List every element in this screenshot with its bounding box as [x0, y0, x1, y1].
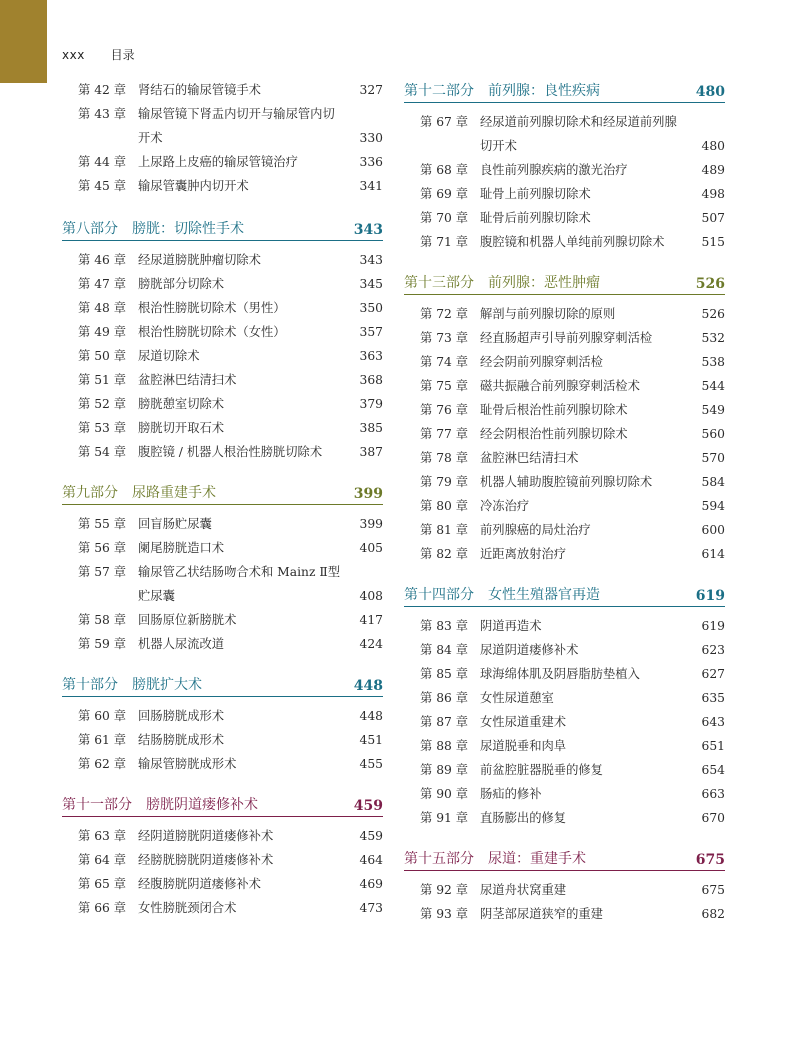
chapter-page: 336	[359, 155, 383, 169]
chapter-title: 尿道舟状窝重建	[480, 883, 567, 897]
chapter-page: 532	[701, 331, 725, 345]
toc-entry[interactable]	[62, 248, 383, 272]
chapter-title: 经会阴根治性前列腺切除术	[480, 427, 628, 441]
toc-part	[404, 270, 725, 566]
chapter-number: 第 55 章	[78, 517, 127, 531]
chapter-page: 480	[701, 139, 725, 153]
chapter-page: 675	[701, 883, 725, 897]
chapter-number: 第 64 章	[78, 853, 127, 867]
part-label: 第十五部分	[404, 851, 474, 867]
chapter-title: 经阴道膀胱阴道瘘修补术	[138, 829, 274, 843]
toc-entry[interactable]	[62, 536, 383, 560]
part-name: 膀胱阴道瘘修补术	[146, 797, 258, 813]
toc-entry[interactable]	[404, 542, 725, 566]
intro-entries	[62, 78, 383, 198]
part-title	[62, 218, 244, 238]
chapter-page: 368	[359, 373, 383, 387]
chapter-page: 544	[701, 379, 725, 393]
chapter-page: 651	[701, 739, 725, 753]
chapter-number: 第 66 章	[78, 901, 127, 915]
chapter-number: 第 85 章	[420, 667, 469, 681]
chapter-number: 第 88 章	[420, 739, 469, 753]
chapter-title: 上尿路上皮癌的输尿管镜治疗	[138, 155, 298, 169]
chapter-title: 尿道阴道瘘修补术	[480, 643, 579, 657]
chapter-page: 385	[359, 421, 383, 435]
chapter-page: 345	[359, 277, 383, 291]
chapter-number: 第 70 章	[420, 211, 469, 225]
chapter-number: 第 91 章	[420, 811, 469, 825]
chapter-title: 肾结石的输尿管镜手术	[138, 83, 261, 97]
chapter-page: 663	[701, 787, 725, 801]
part-title	[404, 272, 600, 292]
toc-entry[interactable]	[62, 704, 383, 728]
chapter-page: 473	[359, 901, 383, 915]
toc-entry[interactable]	[404, 422, 725, 446]
chapter-title: 女性膀胱颈闭合术	[138, 901, 237, 915]
part-page: 480	[695, 84, 725, 100]
toc-entry[interactable]	[62, 560, 383, 608]
part-heading[interactable]	[404, 270, 725, 295]
chapter-page: 635	[701, 691, 725, 705]
toc-part	[62, 792, 383, 920]
toc-entry[interactable]	[404, 350, 725, 374]
toc-entry[interactable]	[62, 848, 383, 872]
toc-entry[interactable]	[404, 326, 725, 350]
chapter-title: 经直肠超声引导前列腺穿刺活检	[480, 331, 653, 345]
part-name: 膀胱扩大术	[132, 677, 202, 693]
toc-entry[interactable]	[404, 806, 725, 830]
part-label: 第十三部分	[404, 275, 474, 291]
part-heading[interactable]	[62, 216, 383, 241]
toc-entry[interactable]	[62, 368, 383, 392]
toc-entry[interactable]	[404, 494, 725, 518]
chapter-page: 469	[359, 877, 383, 891]
part-page: 448	[353, 678, 383, 694]
page-title: 目录	[110, 48, 135, 62]
chapter-title: 经尿道前列腺切除术和经尿道前列腺切开术	[480, 115, 677, 153]
toc-part	[404, 846, 725, 926]
chapter-page: 455	[359, 757, 383, 771]
chapter-title: 输尿管乙状结肠吻合术和 Mainz Ⅱ型贮尿囊	[138, 565, 340, 603]
chapter-page: 341	[359, 179, 383, 193]
chapter-number: 第 50 章	[78, 349, 127, 363]
chapter-number: 第 59 章	[78, 637, 127, 651]
chapter-number: 第 45 章	[78, 179, 127, 193]
chapter-title: 阴道再造术	[480, 619, 542, 633]
part-title	[404, 80, 600, 100]
chapter-title: 直肠膨出的修复	[480, 811, 567, 825]
chapter-number: 第 76 章	[420, 403, 469, 417]
toc-left-column	[62, 78, 383, 930]
chapter-number: 第 79 章	[420, 475, 469, 489]
page-header	[62, 46, 135, 63]
chapter-title: 机器人辅助腹腔镜前列腺切除术	[480, 475, 653, 489]
chapter-page: 451	[359, 733, 383, 747]
part-name: 膀胱：切除性手术	[132, 221, 244, 237]
chapter-page: 417	[359, 613, 383, 627]
chapter-page: 549	[701, 403, 725, 417]
chapter-page: 448	[359, 709, 383, 723]
chapter-number: 第 44 章	[78, 155, 127, 169]
toc-entry[interactable]	[404, 614, 725, 638]
chapter-page: 643	[701, 715, 725, 729]
right-parts	[404, 78, 725, 926]
toc-entry[interactable]	[404, 686, 725, 710]
chapter-number: 第 52 章	[78, 397, 127, 411]
toc-part	[404, 78, 725, 254]
chapter-number: 第 90 章	[420, 787, 469, 801]
chapter-page: 594	[701, 499, 725, 513]
chapter-title: 冷冻治疗	[480, 499, 530, 513]
chapter-title: 回盲肠贮尿囊	[138, 517, 212, 531]
chapter-page: 682	[701, 907, 725, 921]
chapter-page: 350	[359, 301, 383, 315]
toc-entry[interactable]	[62, 632, 383, 656]
chapter-title: 前盆腔脏器脱垂的修复	[480, 763, 603, 777]
chapter-title: 腹腔镜 / 机器人根治性膀胱切除术	[138, 445, 323, 459]
chapter-title: 经会阴前列腺穿刺活检	[480, 355, 603, 369]
toc-part	[62, 216, 383, 464]
part-heading[interactable]	[62, 672, 383, 697]
chapter-number: 第 46 章	[78, 253, 127, 267]
toc-entry[interactable]	[62, 728, 383, 752]
part-heading[interactable]	[62, 480, 383, 505]
chapter-page: 459	[359, 829, 383, 843]
part-name: 尿路重建手术	[132, 485, 216, 501]
chapter-title: 机器人尿流改道	[138, 637, 225, 651]
part-heading[interactable]	[404, 582, 725, 607]
part-label: 第十四部分	[404, 587, 474, 603]
chapter-number: 第 93 章	[420, 907, 469, 921]
chapter-number: 第 77 章	[420, 427, 469, 441]
chapter-page: 515	[701, 235, 725, 249]
chapter-title: 经尿道膀胱肿瘤切除术	[138, 253, 261, 267]
chapter-number: 第 74 章	[420, 355, 469, 369]
chapter-title: 回肠膀胱成形术	[138, 709, 225, 723]
chapter-title: 女性尿道憩室	[480, 691, 554, 705]
part-label: 第十部分	[62, 677, 118, 693]
toc-entry[interactable]	[404, 662, 725, 686]
part-heading[interactable]	[404, 78, 725, 103]
toc-entry[interactable]	[404, 206, 725, 230]
chapter-number: 第 84 章	[420, 643, 469, 657]
chapter-number: 第 54 章	[78, 445, 127, 459]
chapter-number: 第 72 章	[420, 307, 469, 321]
chapter-title: 膀胱部分切除术	[138, 277, 225, 291]
chapter-title: 输尿管镜下肾盂内切开与输尿管内切开术	[138, 107, 335, 145]
toc-entry[interactable]	[404, 302, 725, 326]
part-heading[interactable]	[404, 846, 725, 871]
part-name: 前列腺：恶性肿瘤	[488, 275, 600, 291]
toc-entry[interactable]	[404, 758, 725, 782]
part-label: 第十二部分	[404, 83, 474, 99]
chapter-number: 第 48 章	[78, 301, 127, 315]
chapter-number: 第 80 章	[420, 499, 469, 513]
toc-part	[62, 480, 383, 656]
chapter-number: 第 60 章	[78, 709, 127, 723]
toc-entry[interactable]	[404, 518, 725, 542]
part-page: 619	[695, 588, 725, 604]
chapter-title: 输尿管膀胱成形术	[138, 757, 237, 771]
toc-entry[interactable]	[62, 102, 383, 150]
chapter-title: 近距离放射治疗	[480, 547, 567, 561]
chapter-title: 耻骨后根治性前列腺切除术	[480, 403, 628, 417]
part-title	[62, 674, 202, 694]
chapter-page: 627	[701, 667, 725, 681]
toc-entry[interactable]	[404, 902, 725, 926]
toc-entry[interactable]	[404, 398, 725, 422]
chapter-page: 526	[701, 307, 725, 321]
chapter-page: 584	[701, 475, 725, 489]
part-title	[62, 794, 258, 814]
chapter-number: 第 69 章	[420, 187, 469, 201]
part-page: 675	[695, 852, 725, 868]
chapter-page: 387	[359, 445, 383, 459]
toc-entry[interactable]	[62, 440, 383, 464]
corner-tab	[0, 0, 47, 83]
chapter-number: 第 75 章	[420, 379, 469, 393]
chapter-number: 第 68 章	[420, 163, 469, 177]
chapter-page: 623	[701, 643, 725, 657]
chapter-title: 经腹膀胱阴道瘘修补术	[138, 877, 261, 891]
toc-entry[interactable]	[62, 344, 383, 368]
chapter-number: 第 89 章	[420, 763, 469, 777]
part-name: 女性生殖器官再造	[488, 587, 600, 603]
chapter-title: 盆腔淋巴结清扫术	[138, 373, 237, 387]
part-label: 第八部分	[62, 221, 118, 237]
toc-entry[interactable]	[62, 896, 383, 920]
left-parts	[62, 216, 383, 920]
chapter-page: 507	[701, 211, 725, 225]
chapter-title: 尿道脱垂和肉阜	[480, 739, 567, 753]
chapter-title: 解剖与前列腺切除的原则	[480, 307, 616, 321]
chapter-page: 464	[359, 853, 383, 867]
toc-entry[interactable]	[404, 182, 725, 206]
chapter-number: 第 67 章	[420, 115, 469, 129]
chapter-page: 357	[359, 325, 383, 339]
chapter-title: 盆腔淋巴结清扫术	[480, 451, 579, 465]
chapter-title: 球海绵体肌及阴唇脂肪垫植入	[480, 667, 640, 681]
toc-entry[interactable]	[62, 296, 383, 320]
chapter-number: 第 87 章	[420, 715, 469, 729]
chapter-title: 尿道切除术	[138, 349, 200, 363]
chapter-title: 前列腺癌的局灶治疗	[480, 523, 591, 537]
chapter-title: 阑尾膀胱造口术	[138, 541, 225, 555]
page-number: xxx	[62, 48, 85, 62]
chapter-page: 405	[359, 541, 383, 555]
part-label: 第十一部分	[62, 797, 132, 813]
part-heading[interactable]	[62, 792, 383, 817]
toc-entry[interactable]	[404, 734, 725, 758]
toc-entry[interactable]	[62, 608, 383, 632]
chapter-title: 阴茎部尿道狭窄的重建	[480, 907, 603, 921]
chapter-number: 第 82 章	[420, 547, 469, 561]
toc-entry[interactable]	[404, 878, 725, 902]
chapter-number: 第 81 章	[420, 523, 469, 537]
chapter-page: 363	[359, 349, 383, 363]
chapter-number: 第 65 章	[78, 877, 127, 891]
toc-entry[interactable]	[62, 78, 383, 102]
part-page: 399	[353, 486, 383, 502]
toc-entry[interactable]	[62, 512, 383, 536]
chapter-page: 600	[701, 523, 725, 537]
toc-entry[interactable]	[62, 320, 383, 344]
chapter-page: 327	[359, 83, 383, 97]
chapter-page: 654	[701, 763, 725, 777]
chapter-number: 第 57 章	[78, 565, 127, 579]
toc-entry[interactable]	[404, 110, 725, 158]
chapter-page: 399	[359, 517, 383, 531]
chapter-title: 肠疝的修补	[480, 787, 542, 801]
chapter-title: 膀胱憩室切除术	[138, 397, 225, 411]
toc-entry[interactable]	[62, 752, 383, 776]
chapter-number: 第 78 章	[420, 451, 469, 465]
chapter-title: 女性尿道重建术	[480, 715, 567, 729]
toc-entry[interactable]	[404, 638, 725, 662]
chapter-number: 第 61 章	[78, 733, 127, 747]
chapter-number: 第 51 章	[78, 373, 127, 387]
chapter-number: 第 83 章	[420, 619, 469, 633]
chapter-number: 第 49 章	[78, 325, 127, 339]
chapter-title: 经膀胱膀胱阴道瘘修补术	[138, 853, 274, 867]
chapter-number: 第 62 章	[78, 757, 127, 771]
toc-entry[interactable]	[404, 446, 725, 470]
chapter-number: 第 63 章	[78, 829, 127, 843]
toc-entry[interactable]	[62, 392, 383, 416]
chapter-number: 第 92 章	[420, 883, 469, 897]
chapter-number: 第 47 章	[78, 277, 127, 291]
toc-entry[interactable]	[62, 272, 383, 296]
toc-entry[interactable]	[404, 710, 725, 734]
chapter-page: 498	[701, 187, 725, 201]
toc-entry[interactable]	[404, 158, 725, 182]
chapter-number: 第 53 章	[78, 421, 127, 435]
part-name: 前列腺：良性疾病	[488, 83, 600, 99]
chapter-title: 耻骨后前列腺切除术	[480, 211, 591, 225]
part-name: 尿道：重建手术	[488, 851, 586, 867]
chapter-title: 根治性膀胱切除术（女性）	[138, 325, 286, 339]
chapter-number: 第 73 章	[420, 331, 469, 345]
chapter-page: 670	[701, 811, 725, 825]
chapter-title: 磁共振融合前列腺穿刺活检术	[480, 379, 640, 393]
chapter-number: 第 42 章	[78, 83, 127, 97]
toc-entry[interactable]	[404, 230, 725, 254]
toc-right-column	[404, 78, 725, 936]
chapter-title: 根治性膀胱切除术（男性）	[138, 301, 286, 315]
chapter-number: 第 86 章	[420, 691, 469, 705]
toc-part	[62, 672, 383, 776]
chapter-page: 330	[359, 131, 383, 145]
part-page: 526	[695, 276, 725, 292]
chapter-title: 膀胱切开取石术	[138, 421, 225, 435]
chapter-number: 第 56 章	[78, 541, 127, 555]
toc-entry[interactable]	[62, 872, 383, 896]
chapter-page: 343	[359, 253, 383, 267]
chapter-page: 538	[701, 355, 725, 369]
toc-entry[interactable]	[404, 782, 725, 806]
part-title	[62, 482, 216, 502]
chapter-number: 第 58 章	[78, 613, 127, 627]
toc-entry[interactable]	[62, 174, 383, 198]
chapter-page: 614	[701, 547, 725, 561]
part-title	[404, 584, 600, 604]
chapter-page: 619	[701, 619, 725, 633]
chapter-page: 424	[359, 637, 383, 651]
part-title	[404, 848, 586, 868]
toc-entry[interactable]	[404, 470, 725, 494]
chapter-title: 良性前列腺疾病的激光治疗	[480, 163, 628, 177]
chapter-page: 570	[701, 451, 725, 465]
chapter-title: 回肠原位新膀胱术	[138, 613, 237, 627]
chapter-page: 489	[701, 163, 725, 177]
toc-part	[404, 582, 725, 830]
toc-entry[interactable]	[62, 150, 383, 174]
chapter-number: 第 43 章	[78, 107, 127, 121]
chapter-page: 408	[359, 589, 383, 603]
part-page: 459	[353, 798, 383, 814]
toc-entry[interactable]	[62, 416, 383, 440]
chapter-page: 560	[701, 427, 725, 441]
chapter-title: 耻骨上前列腺切除术	[480, 187, 591, 201]
chapter-title: 腹腔镜和机器人单纯前列腺切除术	[480, 235, 665, 249]
chapter-title: 输尿管囊肿内切开术	[138, 179, 249, 193]
chapter-number: 第 71 章	[420, 235, 469, 249]
toc-entry[interactable]	[62, 824, 383, 848]
part-label: 第九部分	[62, 485, 118, 501]
toc-entry[interactable]	[404, 374, 725, 398]
chapter-title: 结肠膀胱成形术	[138, 733, 225, 747]
chapter-page: 379	[359, 397, 383, 411]
part-page: 343	[353, 222, 383, 238]
